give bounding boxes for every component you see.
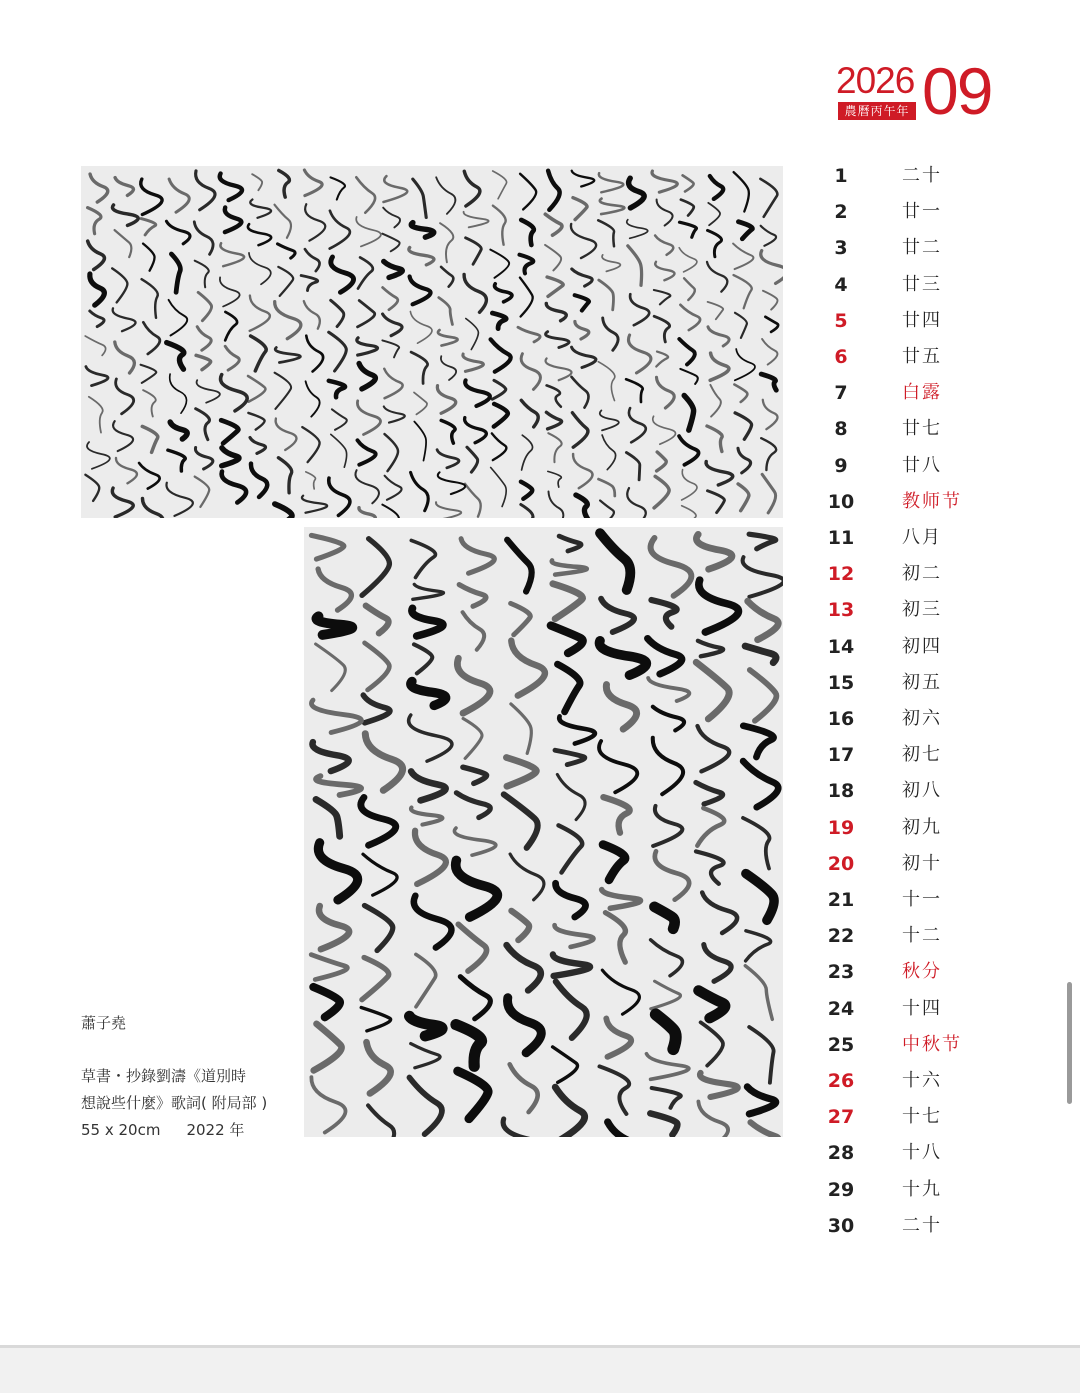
lunar-day: 秋分 — [902, 961, 942, 983]
day-number: 23 — [827, 961, 855, 984]
day-number: 13 — [827, 599, 855, 622]
day-number: 28 — [827, 1142, 855, 1165]
lunar-day: 十四 — [902, 997, 942, 1019]
lunar-day: 初二 — [902, 563, 942, 585]
day-row — [818, 375, 998, 411]
lunar-day: 十九 — [902, 1178, 942, 1200]
day-number: 5 — [834, 309, 848, 332]
day-number: 27 — [827, 1106, 855, 1129]
lunar-day: 二十 — [902, 1214, 942, 1236]
lunar-day: 廿二 — [902, 237, 942, 259]
lunar-day: 廿八 — [902, 454, 942, 476]
lunar-day: 初七 — [902, 744, 942, 766]
calligraphy-detail-image — [304, 527, 783, 1137]
scrollbar-thumb[interactable] — [1067, 982, 1072, 1104]
lunar-day: 十七 — [902, 1106, 942, 1128]
lunar-day: 十一 — [902, 889, 942, 910]
day-number: 9 — [834, 454, 848, 477]
lunar-day: 廿七 — [902, 418, 942, 440]
day-number: 30 — [827, 1214, 855, 1237]
artist-name: 蕭子堯 — [81, 1014, 127, 1032]
day-row — [818, 194, 998, 230]
day-number: 1 — [834, 165, 848, 187]
lunar-day: 教师节 — [902, 490, 962, 512]
day-row — [818, 846, 998, 882]
day-row — [818, 158, 998, 194]
day-row — [818, 629, 998, 665]
day-row — [818, 556, 998, 592]
day-number: 19 — [827, 816, 855, 839]
lunar-day: 十二 — [902, 925, 942, 947]
day-number: 4 — [834, 273, 848, 296]
lunar-day: 初四 — [902, 635, 942, 657]
lunar-day: 初八 — [902, 780, 942, 802]
day-row — [818, 954, 998, 990]
day-number: 15 — [827, 671, 855, 694]
day-number: 16 — [827, 708, 855, 730]
day-number: 12 — [827, 563, 855, 586]
day-row — [818, 1135, 998, 1171]
lunar-day: 初十 — [902, 852, 942, 874]
lunar-day: 初三 — [902, 599, 942, 621]
day-number: 26 — [827, 1070, 855, 1092]
year-label: 2026 — [836, 60, 915, 101]
day-row — [818, 267, 998, 303]
day-number: 17 — [827, 744, 855, 767]
day-number: 14 — [827, 635, 855, 658]
day-row — [818, 339, 998, 375]
lunar-day: 廿四 — [902, 309, 942, 331]
calligraphy-artwork-detail — [304, 527, 783, 1137]
day-row — [818, 665, 998, 701]
day-row — [818, 230, 998, 266]
day-row — [818, 1063, 998, 1099]
day-row — [818, 918, 998, 954]
day-row — [818, 810, 998, 846]
lunar-day: 二十 — [902, 165, 942, 186]
day-row — [818, 1027, 998, 1063]
day-row — [818, 737, 998, 773]
lunar-day: 八月 — [902, 527, 942, 548]
day-number: 21 — [827, 889, 855, 911]
day-number: 24 — [827, 997, 855, 1020]
day-row — [818, 303, 998, 339]
lunar-day: 廿五 — [902, 346, 942, 367]
lunar-day: 十八 — [902, 1142, 942, 1164]
lunar-day: 初六 — [902, 708, 942, 729]
day-number: 6 — [834, 346, 848, 368]
day-number: 18 — [827, 780, 855, 803]
lunar-day: 白露 — [902, 382, 942, 404]
day-row — [818, 592, 998, 628]
page-footer-bar — [0, 1345, 1080, 1393]
calligraphy-image — [81, 166, 783, 518]
day-row — [818, 773, 998, 809]
day-number: 7 — [834, 382, 848, 405]
day-row — [818, 1172, 998, 1208]
day-row — [818, 448, 998, 484]
day-number: 8 — [834, 418, 848, 441]
day-number: 20 — [827, 852, 855, 875]
day-row — [818, 1208, 998, 1244]
artwork-year: 2022 年 — [186, 1121, 245, 1139]
lunar-year-badge: 農曆丙午年 — [838, 102, 916, 120]
day-row — [818, 991, 998, 1027]
lunar-day: 廿三 — [902, 273, 942, 295]
lunar-day: 廿一 — [902, 201, 942, 223]
day-number: 3 — [834, 237, 848, 260]
day-number: 25 — [827, 1033, 855, 1056]
lunar-day: 十六 — [902, 1070, 942, 1091]
artwork-dimensions — [81, 1123, 270, 1138]
day-number: 10 — [827, 490, 855, 513]
day-row — [818, 701, 998, 737]
calligraphy-artwork-full — [81, 166, 783, 518]
day-row — [818, 520, 998, 556]
lunar-day: 初九 — [902, 816, 942, 838]
artwork-size: 55 x 20cm — [81, 1121, 161, 1139]
lunar-day: 初五 — [902, 671, 942, 693]
day-row — [818, 882, 998, 918]
artwork-title-line1: 草書・抄錄劉濤《道別時 — [81, 1067, 247, 1085]
day-number: 2 — [834, 201, 848, 224]
lunar-day: 中秋节 — [902, 1033, 962, 1055]
day-number: 29 — [827, 1178, 855, 1201]
day-row — [818, 484, 998, 520]
day-row — [818, 411, 998, 447]
day-number: 22 — [827, 925, 855, 948]
artwork-title-line2: 想說些什麼》歌詞( 附局部 ) — [81, 1094, 268, 1112]
day-row — [818, 1099, 998, 1135]
month-number: 09 — [922, 54, 992, 128]
day-number: 11 — [827, 527, 855, 549]
